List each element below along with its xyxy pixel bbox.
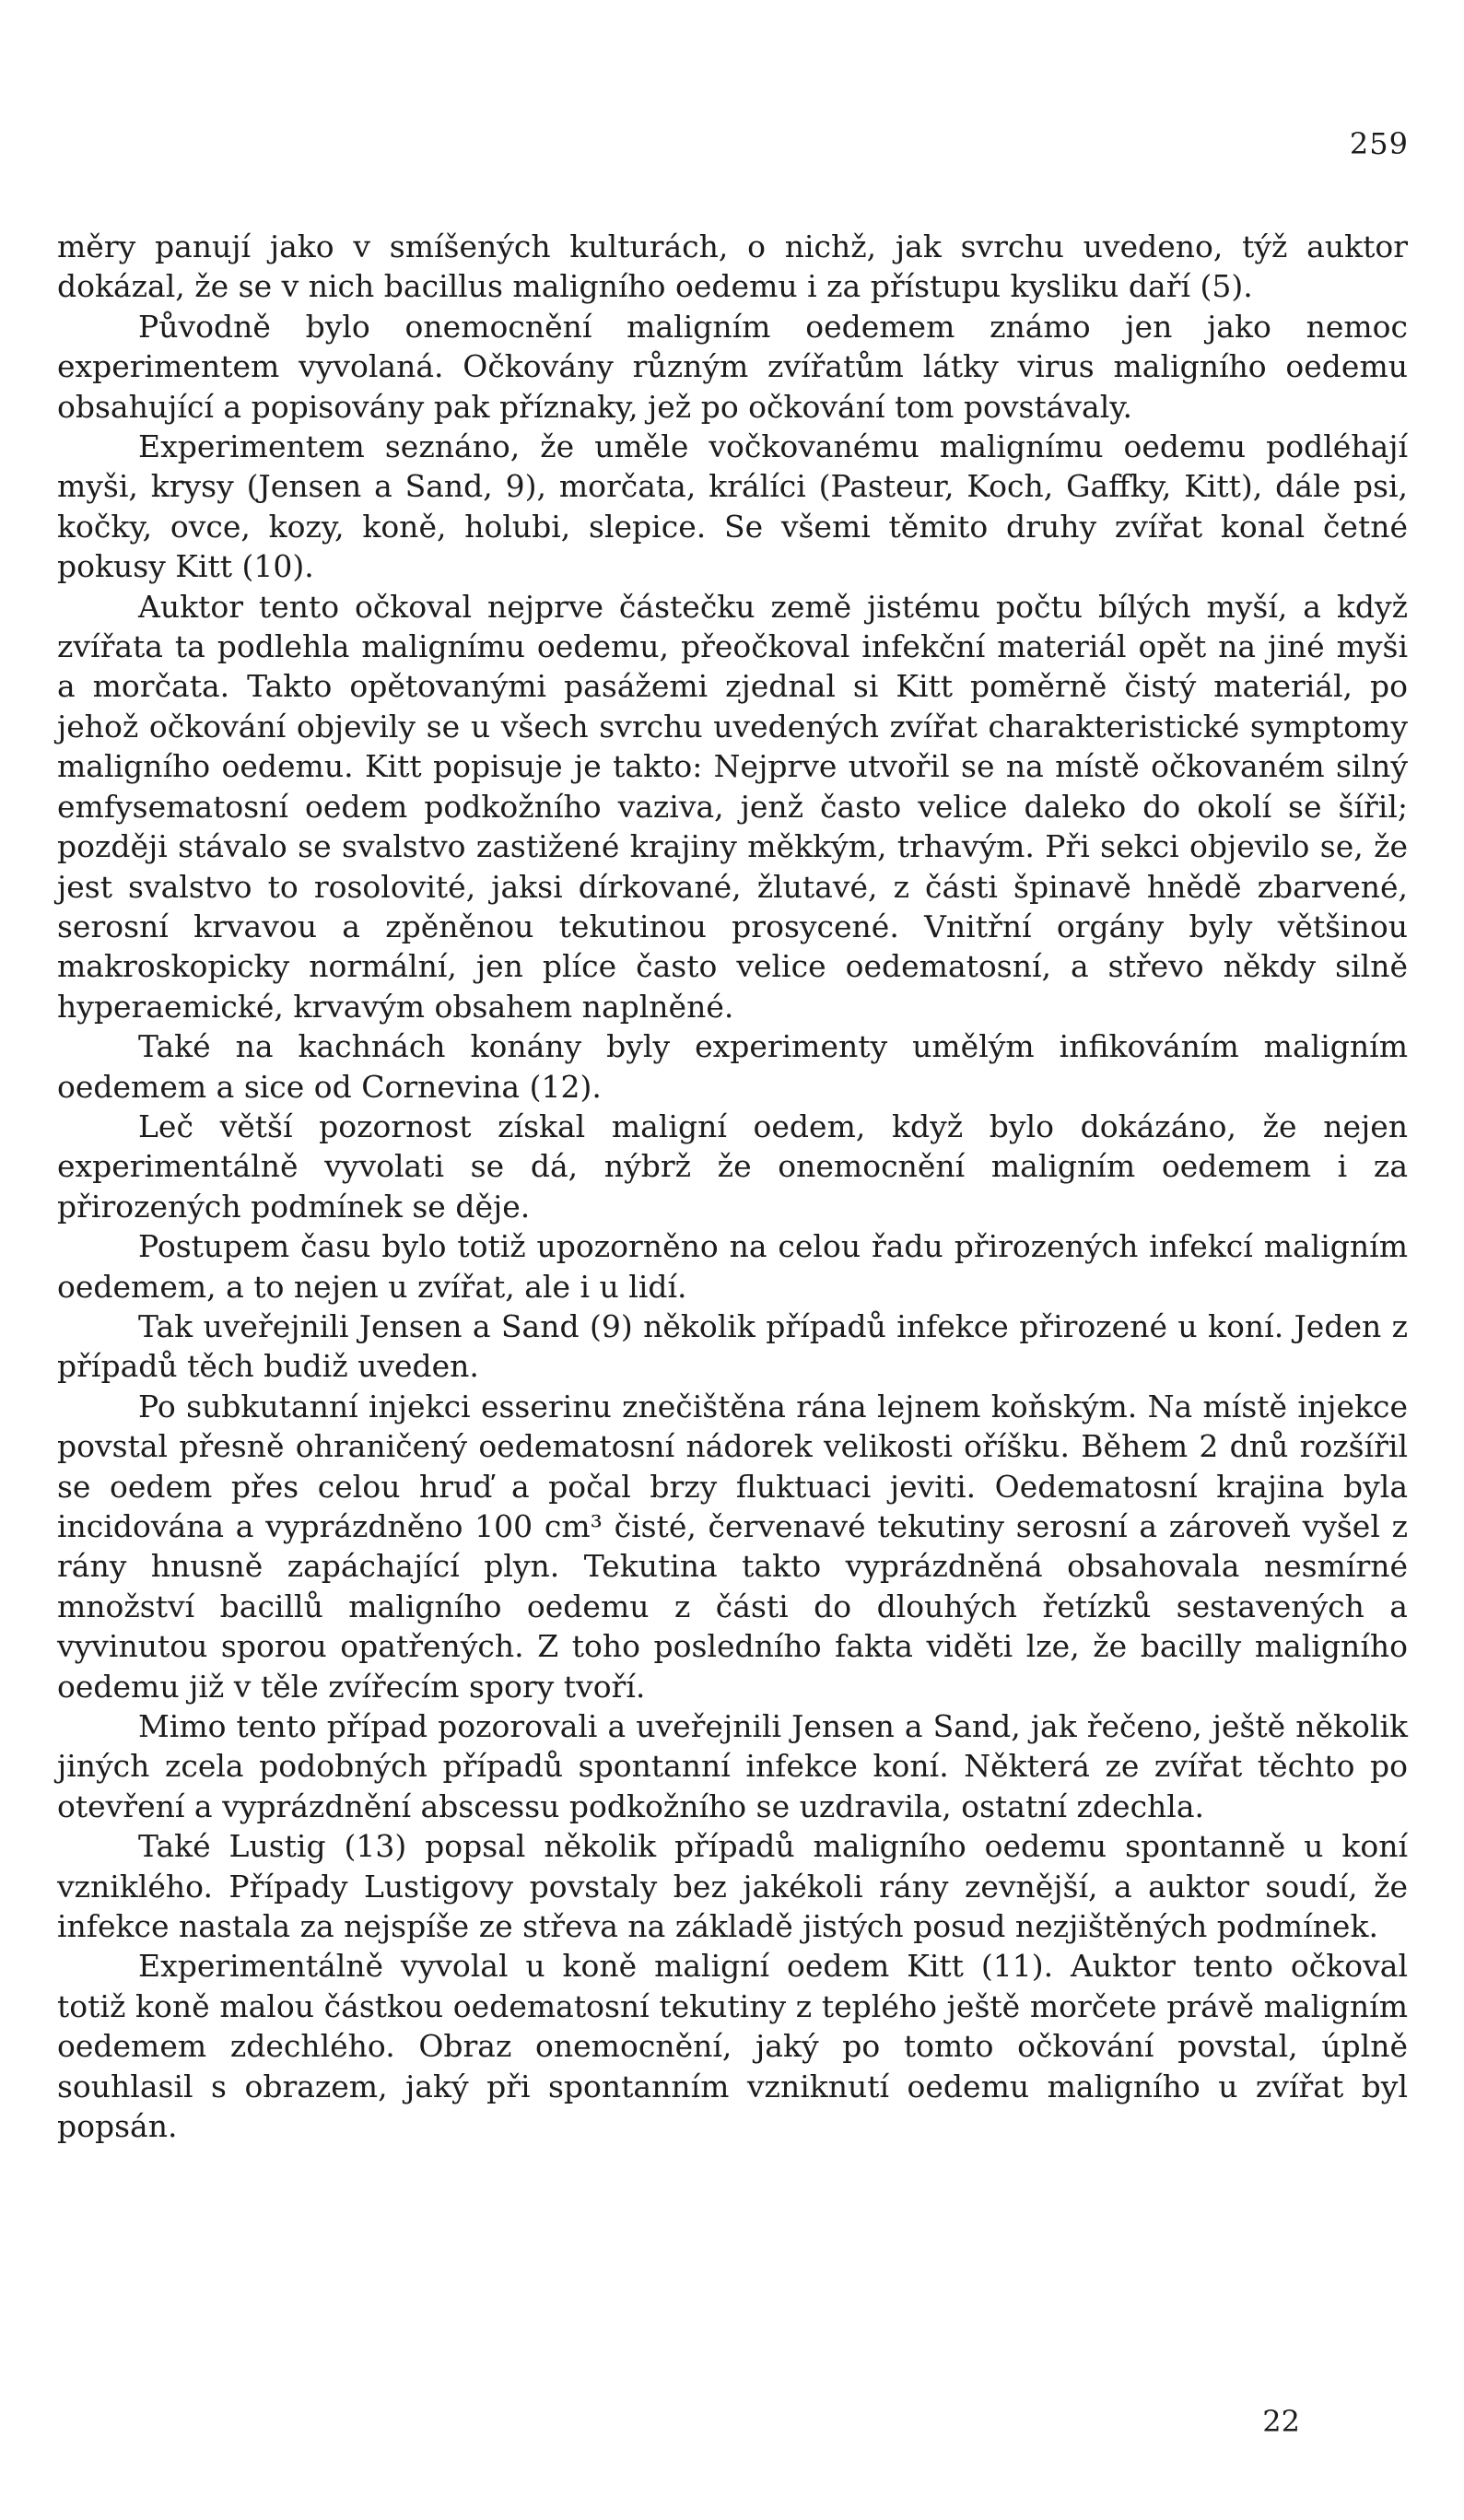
paragraph: Experimentálně vyvolal u koně maligní oedem Kitt (11). Auktor tento očkoval totiž koně malou částkou oedematosní tekutiny z teplého ještě morčete právě maligním oedemem zdechlého. Obraz onemocnění, jaký po tomto očkování povstal, úplně souhlasil s obrazem, jaký při spontanním vzniknutí oedemu maligního u zvířat byl popsán. — [57, 1948, 1408, 2145]
paragraph: Původně bylo onemocnění maligním oedemem známo jen jako nemoc experimentem vyvolaná. Očkovány různým zvířatům látky virus maligního oedemu obsahující a popisovány pak příznaky, jež po očkování tom povstávaly. — [57, 308, 1408, 425]
paragraph: Mimo tento případ pozorovali a uveřejnili Jensen a Sand, jak řečeno, ještě několik jiných zcela podobných případů spontanní infekce koní. Některá ze zvířat těchto po otevření a vyprázdnění abscessu podkožního se uzdravila, ostatní zdechla. — [57, 1708, 1408, 1824]
paragraph: Experimentem seznáno, že uměle vočkovanému malignímu oedemu podléhají myši, krysy (Jensen a Sand, 9), morčata, králíci (Pasteur, Koch, Gaffky, Kitt), dále psi, kočky, ovce, kozy, koně, holubi, slepice. Se všemi těmito druhy zvířat konal četné pokusy Kitt (10). — [57, 428, 1408, 585]
body-text — [57, 227, 1408, 2147]
paragraph: Také na kachnách konány byly experimenty umělým infikováním maligním oedemem a sice od Cornevina (12). — [57, 1028, 1408, 1105]
page-number: 259 — [1349, 126, 1409, 161]
paragraph: Také Lustig (13) popsal několik případů maligního oedemu spontanně u koní vzniklého. Případy Lustigovy povstaly bez jakékoli rány zevnější, a auktor soudí, že infekce nastala za nejspíše ze střeva na základě jistých posud nezjištěných podmínek. — [57, 1828, 1408, 1945]
paragraph: Leč větší pozornost získal maligní oedem, když bylo dokázáno, že nejen experimentálně vyvolati se dá, nýbrž že onemocnění maligním oedemem i za přirozených podmínek se děje. — [57, 1108, 1408, 1225]
paragraph: Postupem času bylo totiž upozorněno na celou řadu přirozených infekcí maligním oedemem, a to nejen u zvířat, ale i u lidí. — [57, 1228, 1408, 1305]
paragraph: měry panují jako v smíšených kulturách, o nichž, jak svrchu uvedeno, týž auktor dokázal, že se v nich bacillus maligního oedemu i za přístupu kysliku daří (5). — [57, 229, 1408, 305]
paragraph: Tak uveřejnili Jensen a Sand (9) několik případů infekce přirozené u koní. Jeden z případů těch budiž uveden. — [57, 1307, 1408, 1385]
paragraph: Po subkutanní injekci esserinu znečištěna rána lejnem koňským. Na místě injekce povstal přesně ohraničený oedematosní nádorek velikosti oříšku. Během 2 dnů rozšířil se oedem přes celou hruď a počal brzy fluktuaci jeviti. Oedematosní krajina byla incidována a vyprázdněno 100 cm³ čisté, červenavé tekutiny serosní a zároveň vyšel z rány hnusně zapáchající plyn. Tekutina takto vyprázdněná obsahovala nesmírné množství bacillů maligního oedemu z části do dlouhých řetízků sestavených a vyvinutou sporou opatřených. Z toho posledního fakta viděti lze, že bacilly maligního oedemu již v těle zvířecím spory tvoří. — [57, 1388, 1408, 1705]
signature-mark: 22 — [1262, 2404, 1300, 2439]
paragraph: Auktor tento očkoval nejprve částečku země jistému počtu bílých myší, a když zvířata ta podlehla malignímu oedemu, přeočkoval infekční materiál opět na jiné myši a morčata. Takto opětovanými pasážemi zjednal si Kitt poměrně čistý materiál, po jehož očkování objevily se u všech svrchu uvedených zvířat charakteristické symptomy maligního oedemu. Kitt popisuje je takto: Nejprve utvořil se na místě očkovaném silný emfysematosní oedem podkožního vaziva, jenž často velice daleko do okolí se šířil; později stávalo se svalstvo zastižené krajiny měkkým, trhavým. Při sekci objevilo se, že jest svalstvo to rosolovité, jaksi dírkované, žlutavé, z části špinavě hnědě zbarvené, serosní krvavou a zpěněnou tekutinou prosycené. Vnitřní orgány byly většinou makroskopicky normální, jen plíce často velice oedematosní, a střevo někdy silně hyperaemické, krvavým obsahem naplněné. — [57, 588, 1408, 1025]
